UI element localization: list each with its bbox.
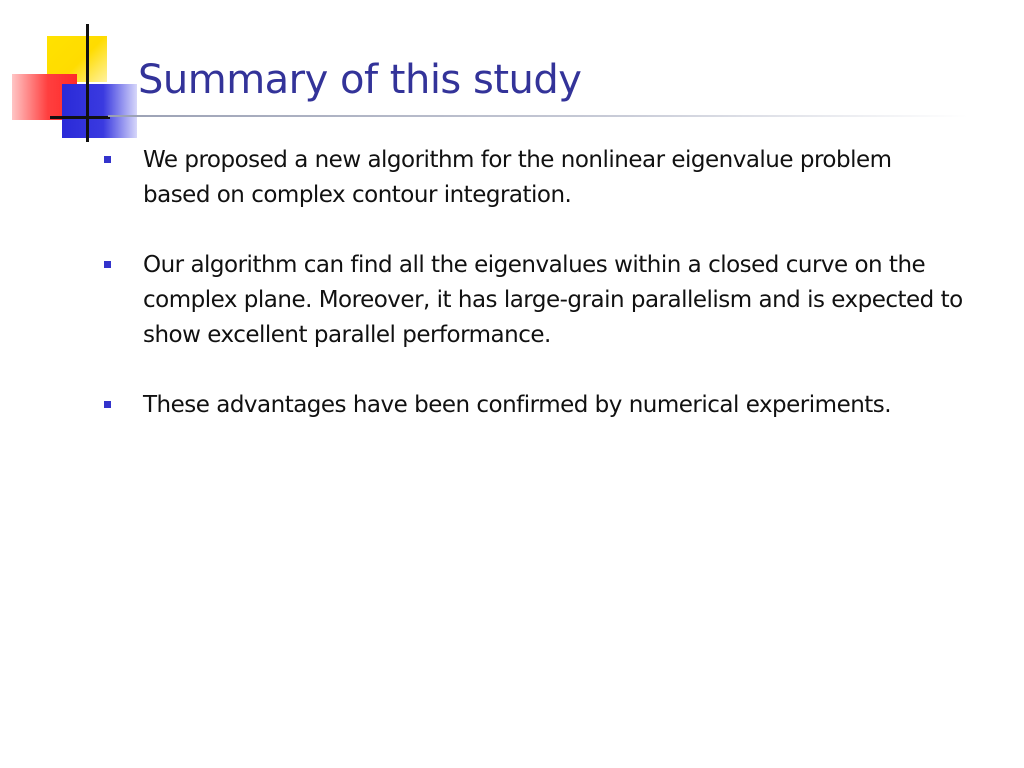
bullet-text: These advantages have been confirmed by numerical experiments. — [143, 392, 892, 418]
bullet-item — [104, 248, 964, 353]
slide-corner-logo — [0, 0, 150, 150]
square-bullet-icon — [104, 156, 111, 163]
logo-horizontal-line — [50, 116, 110, 119]
logo-blue-square — [62, 84, 137, 138]
bullet-item — [104, 143, 964, 213]
bullet-list — [104, 143, 964, 458]
bullet-item — [104, 388, 964, 423]
logo-vertical-line — [86, 24, 89, 142]
square-bullet-icon — [104, 401, 111, 408]
title-underline — [108, 115, 968, 117]
bullet-text: Our algorithm can find all the eigenvalues within a closed curve on the complex plane. Moreover, it has large-grain parallelism and is expected to show excellent parallel performance. — [143, 252, 963, 348]
square-bullet-icon — [104, 261, 111, 268]
slide-title: Summary of this study — [138, 57, 582, 103]
bullet-text: We proposed a new algorithm for the nonlinear eigenvalue problem based on complex contour integration. — [143, 147, 892, 208]
